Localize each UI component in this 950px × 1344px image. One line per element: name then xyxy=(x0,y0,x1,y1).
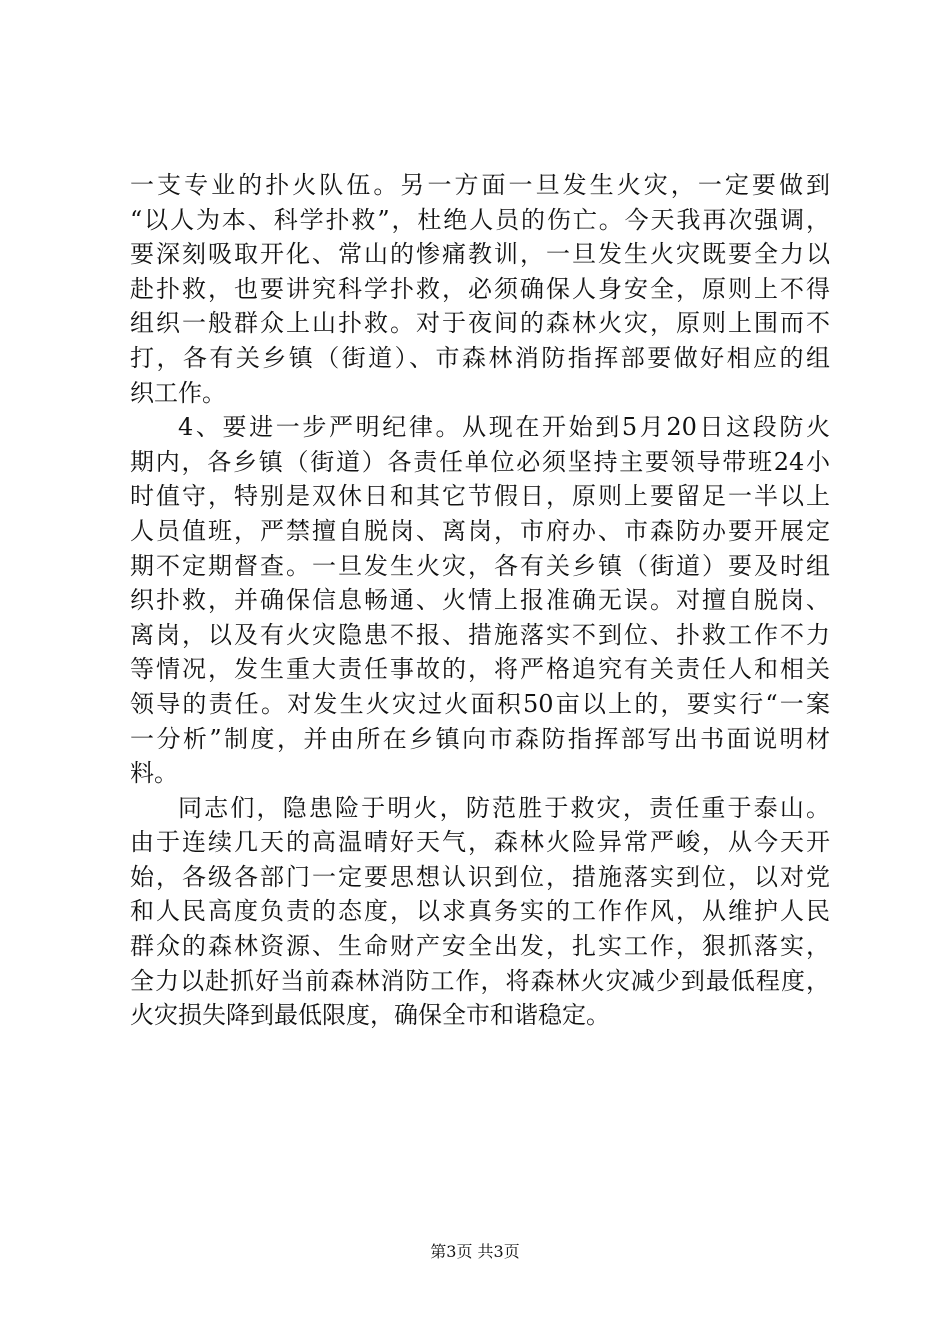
page-footer xyxy=(0,1242,950,1262)
text-line: 和人民高度负责的态度，以求真务实的工作作风，从维护人民 xyxy=(130,897,830,926)
text-line: 始，各级各部门一定要思想认识到位，措施落实到位，以对党 xyxy=(130,862,830,891)
text-line: 期不定期督查。一旦发生火灾，各有关乡镇（街道）要及时组 xyxy=(130,551,830,580)
paragraph xyxy=(130,410,830,791)
text-line: 料。 xyxy=(130,759,178,788)
paragraph xyxy=(130,168,830,410)
text-line: 离岗，以及有火灾隐患不报、措施落实不到位、扑救工作不力 xyxy=(130,620,830,649)
page-number-label: 第3页 共3页 xyxy=(430,1242,520,1261)
document-body xyxy=(130,168,830,1033)
text-line: 要深刻吸取开化、常山的惨痛教训，一旦发生火灾既要全力以 xyxy=(130,240,830,269)
text-line: 一分析”制度，并由所在乡镇向市森防指挥部写出书面说明材 xyxy=(130,724,830,753)
text-line: 4、要进一步严明纪律。从现在开始到5月20日这段防火 xyxy=(178,413,830,442)
text-line: 等情况，发生重大责任事故的，将严格追究有关责任人和相关 xyxy=(130,655,830,684)
text-line: 组织一般群众上山扑救。对于夜间的森林火灾，原则上围而不 xyxy=(130,309,830,338)
text-line: 全力以赴抓好当前森林消防工作，将森林火灾减少到最低程度， xyxy=(130,966,830,995)
text-line: 期内，各乡镇（街道）各责任单位必须坚持主要领导带班24小 xyxy=(130,447,830,476)
text-line: 由于连续几天的高温晴好天气，森林火险异常严峻，从今天开 xyxy=(130,828,830,857)
text-line: 人员值班，严禁擅自脱岗、离岗，市府办、市森防办要开展定 xyxy=(130,516,830,545)
text-line: 领导的责任。对发生火灾过火面积50亩以上的，要实行“一案 xyxy=(130,689,830,718)
text-line: 时值守，特别是双休日和其它节假日，原则上要留足一半以上 xyxy=(130,482,830,511)
text-line: 群众的森林资源、生命财产安全出发，扎实工作，狠抓落实， xyxy=(130,932,830,961)
text-line: 织扑救，并确保信息畅通、火情上报准确无误。对擅自脱岗、 xyxy=(130,586,830,615)
text-line: 一支专业的扑火队伍。另一方面一旦发生火灾，一定要做到 xyxy=(130,171,830,199)
text-line: 赴扑救，也要讲究科学扑救，必须确保人身安全，原则上不得 xyxy=(130,274,830,303)
text-line: “以人为本、科学扑救”，杜绝人员的伤亡。今天我再次强调， xyxy=(130,205,830,234)
paragraph xyxy=(130,791,830,1033)
text-line: 火灾损失降到最低限度，确保全市和谐稳定。 xyxy=(130,1001,610,1030)
text-line: 打，各有关乡镇（街道）、市森林消防指挥部要做好相应的组 xyxy=(130,343,830,372)
text-line: 同志们，隐患险于明火，防范胜于救灾，责任重于泰山。 xyxy=(178,793,830,822)
text-line: 织工作。 xyxy=(130,378,226,407)
